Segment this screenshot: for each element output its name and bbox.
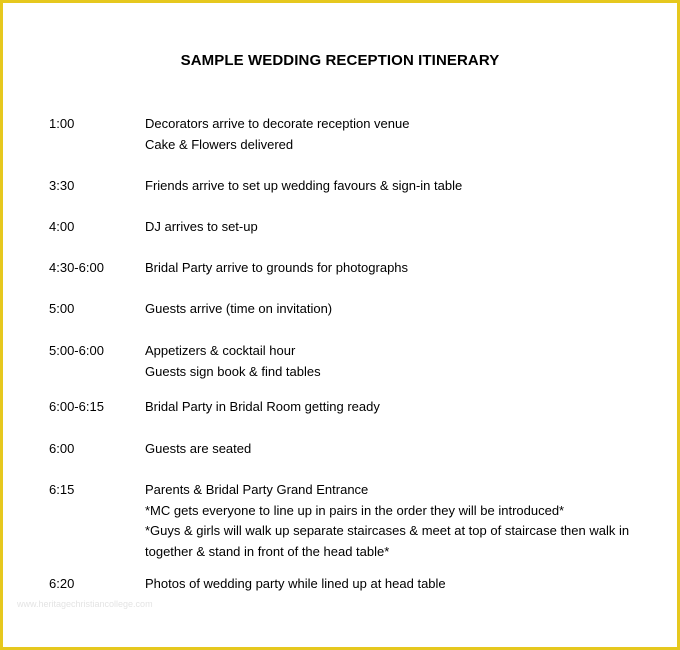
entry-line: Bridal Party in Bridal Room getting ready [145,399,380,414]
entry-time: 4:30-6:00 [49,260,104,275]
entry-line: Guests arrive (time on invitation) [145,301,333,316]
entry-line: Parents & Bridal Party Grand Entrance [145,482,369,497]
entry-time: 6:00 [49,441,75,456]
entry-line: Decorators arrive to decorate reception venue [145,116,410,131]
entry-description [145,439,657,460]
entry-description [145,299,657,320]
entry-time: 5:00-6:00 [49,343,104,358]
entry-time: 4:00 [49,219,75,234]
entry-time: 5:00 [49,301,75,316]
entry-line: Bridal Party arrive to grounds for photographs [145,260,409,275]
entry-description [145,258,657,279]
entry-description [145,341,657,382]
entry-line: together & stand in front of the head table* [145,543,390,559]
entry-time: 6:15 [49,482,75,497]
entry-line: Guests sign book & find tables [145,363,321,379]
entry-time: 6:00-6:15 [49,399,104,414]
entry-time: 3:30 [49,178,75,193]
entry-line: Guests are seated [145,441,252,456]
entry-description [145,480,657,562]
entry-line: Appetizers & cocktail hour [145,343,296,358]
watermark-text: www.heritagechristiancollege.com [17,599,153,609]
entry-time: 6:20 [49,576,75,591]
entry-description [145,397,657,418]
entry-line: DJ arrives to set-up [145,219,258,234]
entry-line: Photos of wedding party while lined up at head table [145,576,446,591]
entry-line: *MC gets everyone to line up in pairs in the order they will be introduced* [145,502,565,518]
entry-description [145,574,657,595]
document-title: SAMPLE WEDDING RECEPTION ITINERARY [180,52,500,69]
entry-line: Friends arrive to set up wedding favours & sign-in table [145,178,463,193]
entry-description [145,114,657,155]
entry-description [145,176,657,197]
entry-line: Cake & Flowers delivered [145,136,294,152]
entry-time: 1:00 [49,116,75,131]
entry-description [145,217,657,238]
entry-line: *Guys & girls will walk up separate staircases & meet at top of staircase then walk in [145,523,630,538]
